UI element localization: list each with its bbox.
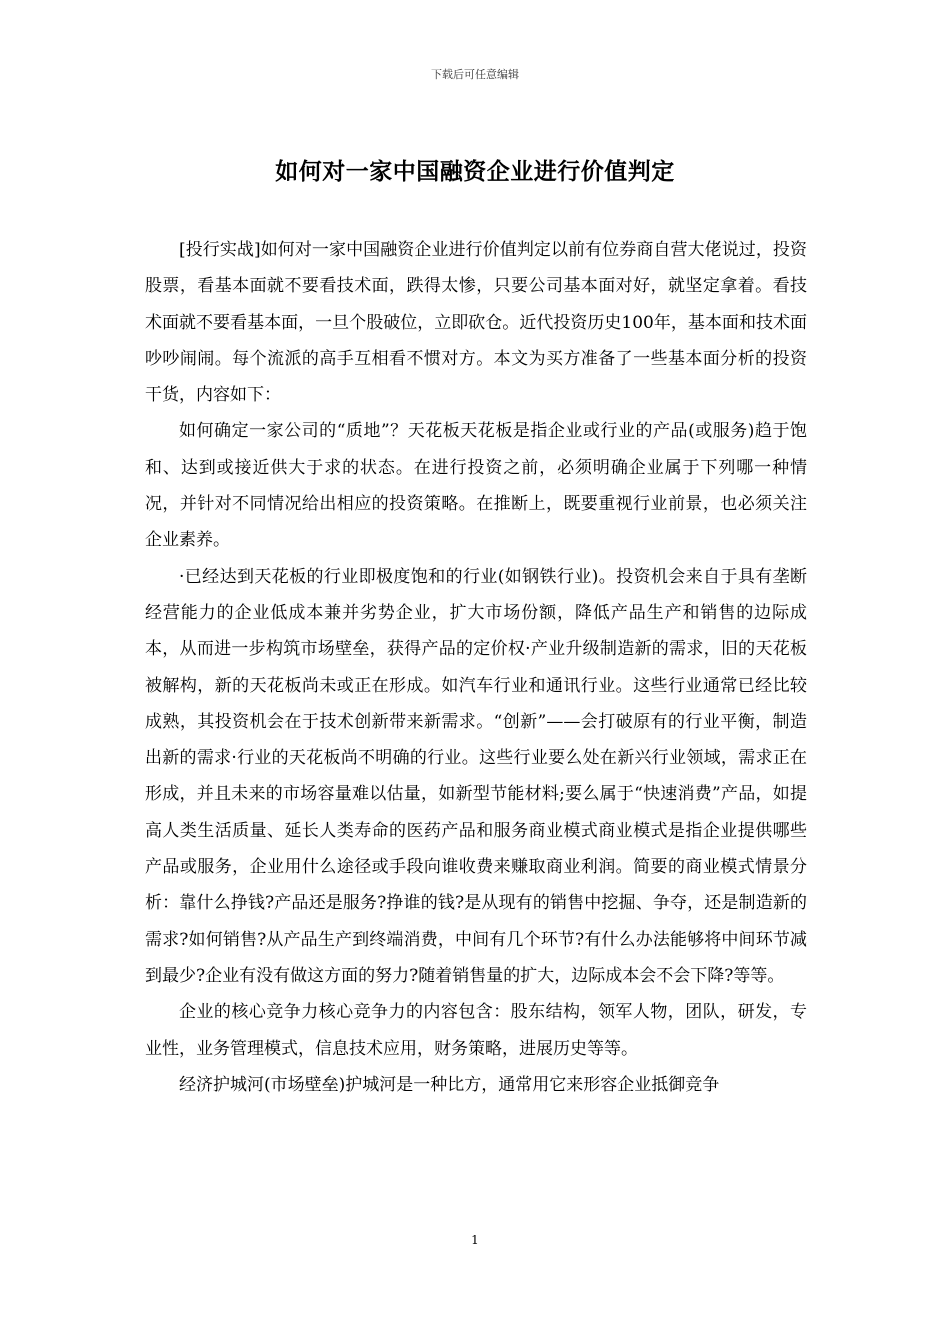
paragraph-intro: [投行实战]如何对一家中国融资企业进行价值判定以前有位券商自营大佬说过，投资股票，看基本面就不要看技术面，跌得太惨，只要公司基本面对好，就坚定拿着。看技术面就不要看基本面，一旦个股破位，立即砍仓。近代投资历史100年，基本面和技术面吵吵闹闹。每个流派的高手互相看不惯对方。本文为买方准备了一些基本面分析的投资干货，内容如下： — [145, 240, 807, 406]
paragraph-quality: 如何确定一家公司的“质地”？天花板天花板是指企业或行业的产品(或服务)趋于饱和、达到或接近供大于求的状态。在进行投资之前，必须明确企业属于下列哪一种情况，并针对不同情况给出相应的投资策略。在推断上，既要重视行业前景，也必须关注企业素养。 — [145, 421, 807, 551]
paragraph-core-competence: 企业的核心竞争力核心竞争力的内容包含：股东结构，领军人物，团队，研发，专业性，业务管理模式，信息技术应用，财务策略，进展历史等等。 — [145, 1002, 807, 1059]
page-header: 下载后可任意编辑 — [431, 68, 519, 81]
paragraph-moat: 经济护城河(市场壁垒)护城河是一种比方，通常用它来形容企业抵御竞争 — [179, 1074, 720, 1095]
paragraph-ceiling-and-business-model: ·已经达到天花板的行业即极度饱和的行业(如钢铁行业)。投资机会来自于具有垄断经营能力的企业低成本兼并劣势企业，扩大市场份额，降低产品生产和销售的边际成本，从而进一步构筑市场壁垒，获得产品的定价权·产业升级制造新的需求，旧的天花板被解构，新的天花板尚未或正在形成。如汽车行业和通讯行业。这些行业通常已经比较成熟，其投资机会在于技术创新带来新需求。“创新”——会打破原有的行业平衡，制造出新的需求·行业的天花板尚不明确的行业。这些行业要么处在新兴行业领域，需求正在形成，并且未来的市场容量难以估量，如新型节能材料;要么属于“快速消费”产品，如提高人类生活质量、延长人类寿命的医药产品和服务商业模式商业模式是指企业提供哪些产品或服务，企业用什么途径或手段向谁收费来赚取商业利润。简要的商业模式情景分析：靠什么挣钱?产品还是服务?挣谁的钱?是从现有的销售中挖掘、争夺，还是制造新的需求?如何销售?从产品生产到终端消费，中间有几个环节?有什么办法能够将中间环节减到最少?企业有没有做这方面的努力?随着销售量的扩大，边际成本会不会下降?等等。 — [145, 566, 807, 986]
document-body — [145, 232, 807, 1103]
page-number: 1 — [471, 1233, 479, 1247]
document-title: 如何对一家中国融资企业进行价值判定 — [275, 158, 675, 185]
